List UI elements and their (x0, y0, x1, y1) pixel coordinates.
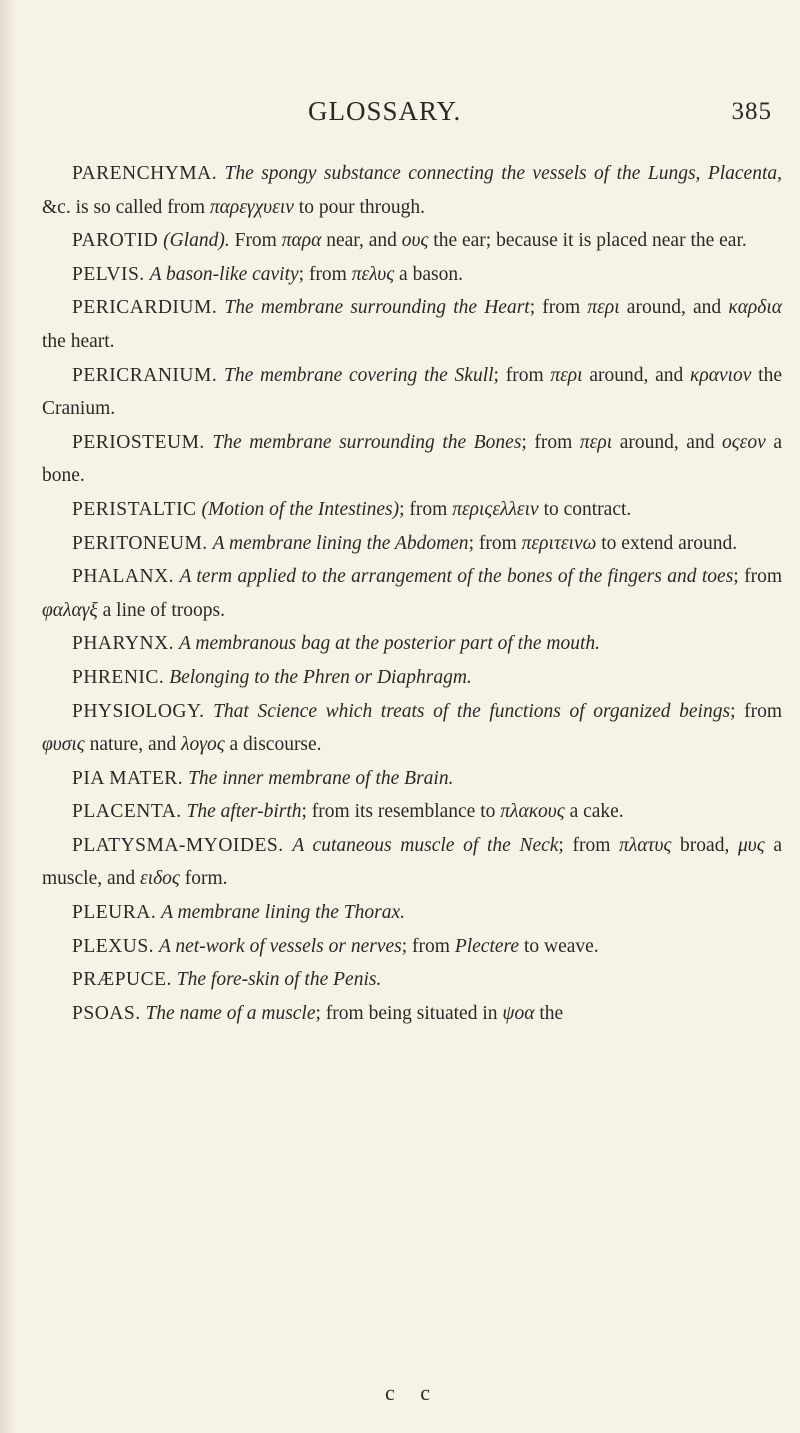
glossary-entry: PERIOSTEUM. The membrane surrounding the Bones; from περι around, and οςεον a bone. (42, 431, 783, 487)
glossary-entry: PSOAS. The name of a muscle; from being situated in ψοα the (72, 1002, 564, 1024)
glossary-entry: PERICARDIUM. The membrane surrounding the Heart; from περι around, and καρδια the heart. (42, 297, 783, 352)
glossary-entry: PHARYNX. A membranous bag at the posterior part of the mouth. (72, 633, 600, 655)
running-title: GLOSSARY. (308, 96, 462, 126)
glossary-entry: PERISTALTIC (Motion of the Intestines); from περιςελλειν to contract. (72, 498, 632, 520)
glossary-entry: PLACENTA. The after-birth; from its resemblance to πλακους a cake. (72, 801, 624, 823)
glossary-entry: PERICRANIUM. The membrane covering the Skull; from περι around, and κρανιον the Cranium. (42, 364, 783, 420)
glossary-entry: PLEXUS. A net-work of vessels or nerves; from Plectere to weave. (72, 935, 599, 957)
glossary-entry: PHYSIOLOGY. That Science which treats of the functions of organized beings; from φυσις nature, and λογος a discourse. (42, 700, 783, 756)
glossary-entry: PIA MATER. The inner membrane of the Brain. (72, 767, 454, 789)
glossary-entry: PLEURA. A membrane lining the Thorax. (72, 902, 406, 924)
glossary-entry: PERITONEUM. A membrane lining the Abdomen; from περιτεινω to extend around. (72, 532, 738, 554)
signature-mark: c c (385, 1380, 441, 1405)
page-binding-shadow (0, 0, 16, 1433)
glossary-entries (42, 157, 782, 1030)
page-number: 385 (731, 98, 772, 125)
page-header (0, 96, 800, 136)
glossary-entry: PRÆPUCE. The fore-skin of the Penis. (72, 969, 382, 991)
glossary-entry: PHRENIC. Belonging to the Phren or Diaphragm. (72, 666, 472, 688)
glossary-entry: PHALANX. A term applied to the arrangement of the bones of the fingers and toes; from φαλαγξ a line of troops. (42, 566, 783, 621)
glossary-entry: PARENCHYMA. The spongy substance connecting the vessels of the Lungs, Placenta, &c. is so called from παρεγχυειν to pour through. (42, 163, 783, 218)
glossary-entry: PAROTID (Gland). From παρα near, and ους the ear; because it is placed near the ear. (72, 230, 747, 252)
glossary-entry: PELVIS. A bason-like cavity; from πελυς a bason. (72, 263, 463, 285)
glossary-entry: PLATYSMA-MYOIDES. A cutaneous muscle of the Neck; from πλατυς broad, μυς a muscle, and ειδος form. (42, 834, 782, 890)
